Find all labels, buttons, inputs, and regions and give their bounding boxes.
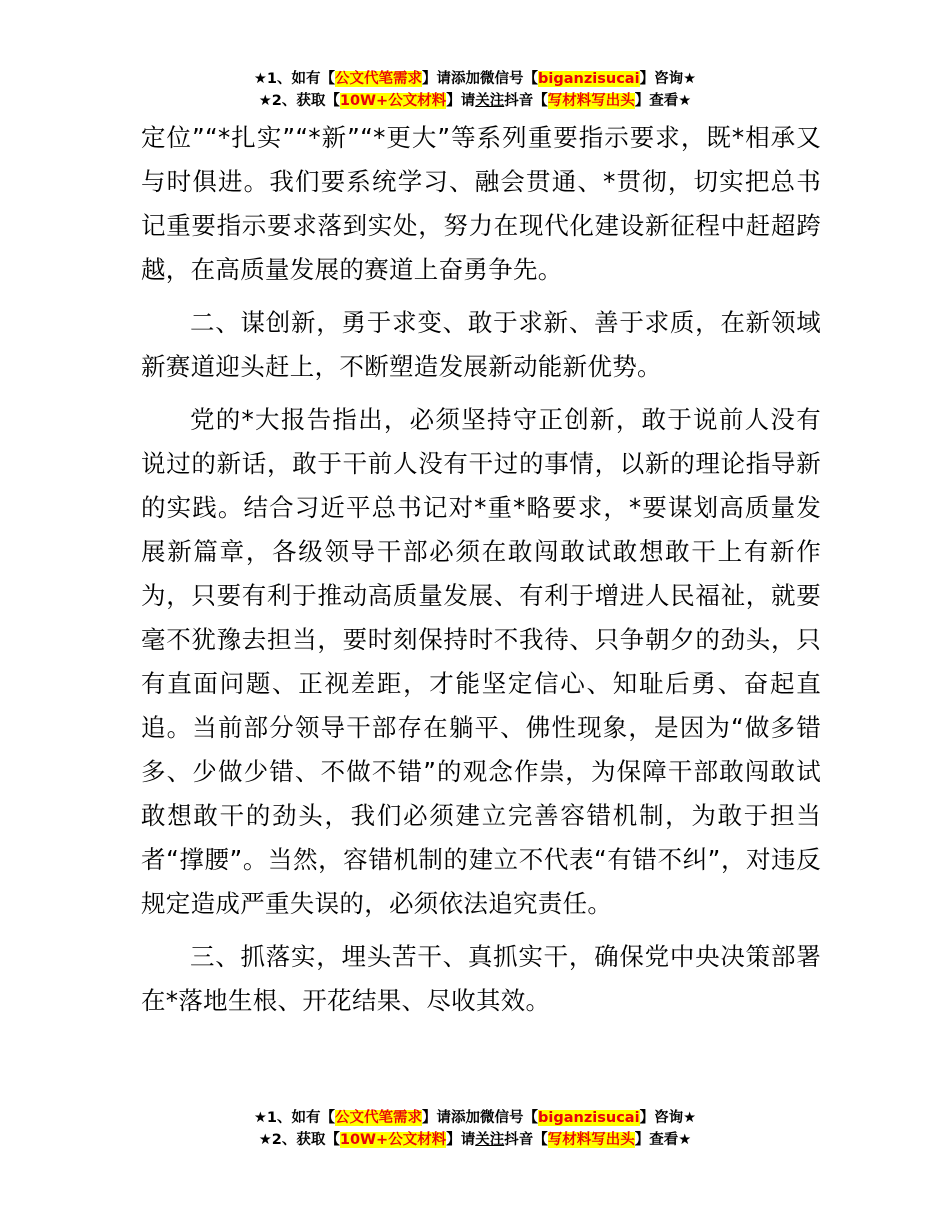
banner-text: ★1、如有【 [253, 71, 336, 87]
banner-highlight-materials: 10W+公文材料 [339, 1132, 447, 1148]
footer-banner-line-2 [0, 1129, 950, 1151]
banner-text: 】查看★ [634, 93, 692, 109]
paragraph-body: 党的*大报告指出，必须坚持守正创新，敢于说前人没有说过的新话，敢于干前人没有干过的事情，以新的理论指导新的实践。结合习近平总书记对*重*略要求，*要谋划高质量发展新篇章，各级领导干部必须在敢闯敢试敢想敢干上有新作为，只要有利于推动高质量发展、有利于增进人民福祉，就要毫不犹豫去担当，要时刻保持时不我待、只争朝夕的劲头，只有直面问题、正视差距，才能坚定信心、知耻后勇、奋起直追。当前部分领导干部存在躺平、佛性现象，是因为“做多错多、少做少错、不做不错”的观念作祟，为保障干部敢闯敢试敢想敢干的劲头，我们必须建立完善容错机制，为敢于担当者“撑腰”。当然，容错机制的建立不代表“有错不纠”，对违反规定造成严重失误的，必须依法追究责任。 [141, 405, 821, 918]
document-body [141, 116, 821, 1023]
banner-text: ★1、如有【 [253, 1110, 336, 1126]
banner-text: 】请 [446, 1132, 476, 1148]
section-heading-two: 二、谋创新，勇于求变、敢于求新、善于求质，在新领域新赛道迎头赶上，不断塑造发展新动能新优势。 [141, 308, 821, 381]
banner-highlight-ghostwriting: 公文代笔需求 [335, 1110, 423, 1126]
banner-highlight-wechat-id: biganzisucai [538, 1110, 640, 1126]
banner-text: 】查看★ [634, 1132, 692, 1148]
banner-text: 抖音【 [504, 93, 548, 109]
banner-highlight-douyin-account: 写材料写出头 [547, 93, 635, 109]
banner-text: 】请添加微信号【 [422, 71, 539, 87]
header-banner [0, 68, 950, 112]
banner-highlight-ghostwriting: 公文代笔需求 [335, 71, 423, 87]
banner-highlight-wechat-id: biganzisucai [538, 71, 640, 87]
banner-text: ★2、获取【 [258, 93, 340, 109]
header-banner-line-1 [0, 68, 950, 90]
banner-text: 】咨询★ [639, 1110, 697, 1126]
banner-underlined-follow: 关注 [475, 93, 505, 109]
banner-text: 】请 [446, 93, 476, 109]
banner-text: 】请添加微信号【 [422, 1110, 539, 1126]
footer-banner-line-1 [0, 1107, 950, 1129]
banner-underlined-follow: 关注 [475, 1132, 505, 1148]
banner-text: 】咨询★ [639, 71, 697, 87]
banner-text: ★2、获取【 [258, 1132, 340, 1148]
section-heading-three: 三、抓落实，埋头苦干、真抓实干，确保党中央决策部署在*落地生根、开花结果、尽收其效。 [141, 942, 821, 1015]
banner-text: 抖音【 [504, 1132, 548, 1148]
banner-highlight-douyin-account: 写材料写出头 [547, 1132, 635, 1148]
paragraph-continued: 定位”“*扎实”“*新”“*更大”等系列重要指示要求，既*相承又与时俱进。我们要系统学习、融会贯通、*贯彻，切实把总书记重要指示要求落到实处，努力在现代化建设新征程中赶超跨越，在高质量发展的赛道上奋勇争先。 [141, 123, 821, 284]
header-banner-line-2 [0, 90, 950, 112]
banner-highlight-materials: 10W+公文材料 [339, 93, 447, 109]
footer-banner [0, 1107, 950, 1151]
